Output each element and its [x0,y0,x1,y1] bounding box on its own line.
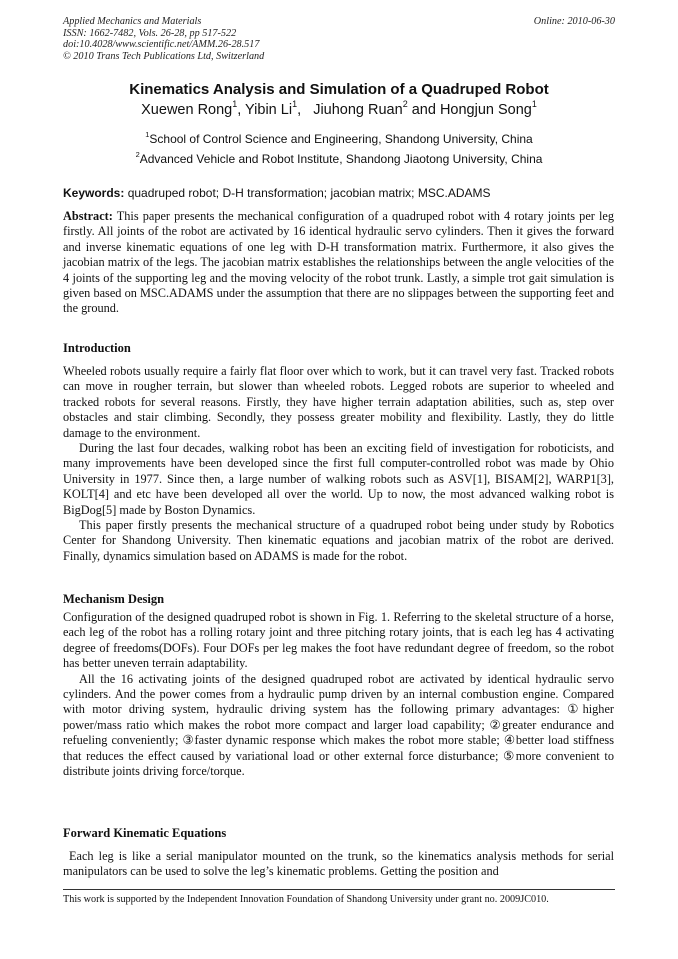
paragraph: All the 16 activating joints of the designed quadruped robot are activated by identical hydraulic servo cylinders. And the power comes from a hydraulic pump driven by an internal combustion engine. Compared with motor driving system, hydraulic driving system has the following primary advantages: ①higher power/mass ratio which makes the robot more compact and larger load capability; ②greater endurance and refueling conveniently; ③faster dynamic response which makes the robot more stable; ④better load stiffness that reduces the effect caused by variational load or other external force disturbance; ⑤more convenient to distribute joints driving force/torque. [63,671,614,779]
journal-copyright: © 2010 Trans Tech Publications Ltd, Switzerland [63,50,265,62]
section-heading-mechanism: Mechanism Design [63,592,165,606]
affiliation-mark: 2 [135,149,140,159]
journal-doi: doi:10.4028/www.scientific.net/AMM.26-28.517 [63,39,260,50]
affiliation-2 [0,149,678,166]
footnote: This work is supported by the Independent Innovation Foundation of Shandong University under grant no. 2009JC010. [63,894,549,905]
author-affiliation-mark: 2 [402,98,408,109]
journal-name: Applied Mechanics and Materials [63,16,202,27]
section-mechanism [63,610,614,779]
section-heading-introduction: Introduction [63,341,131,355]
abstract-label: Abstract: [63,209,113,223]
affiliation-1 [0,129,678,146]
paragraph: Wheeled robots usually require a fairly flat floor over which to work, but it can travel very fast. Tracked robots can move in rougher terrain, but slower than wheeled robots. Legged robots are superior to wheeled and tracked robots for several reasons. Firstly, they have higher terrain adaptation abilities, such as, step over obstacles and stair climbing. Secondly, they possess greater mobility and flexibility. Lastly, they do little damage to the environment. [63,364,614,440]
journal-header [63,16,264,62]
affiliation-text: Advanced Vehicle and Robot Institute, Shandong Jiaotong University, China [139,152,543,166]
section-heading-forward-kinematics: Forward Kinematic Equations [63,826,227,840]
section-forward-kinematics [63,849,614,880]
abstract [63,209,614,317]
author-name: Xuewen Rong [141,102,233,118]
author-name: Hongjun Song [439,102,532,118]
abstract-text: This paper presents the mechanical configuration of a quadruped robot with 4 rotary joints per leg firstly. All joints of the robot are activated by 16 identical hydraulic servo cylinders. Then it gives the forward and inverse kinematic equations of one leg with D-H transformation matrix. Furthermore, it also gives the jacobian matrix of the legs. The jacobian matrix establishes the relationships between the angle velocities of the 4 joints of the supporting leg and the moving velocity of the robot trunk. Lastly, a simple trot gait simulation is given based on MSC.ADAMS under the assumption that there are no slippages between the supporting feet and the ground. [63,209,614,316]
affiliation-mark: 1 [145,129,150,139]
keywords-label: Keywords: [63,186,125,200]
paragraph: During the last four decades, walking robot has been an exciting field of investigation for roboticists, and many improvements have been developed since the first full computer-controlled robot was made by Ohio University in 1977. Since then, a large number of walking robots such as ASV[1], BISAM[2], WARP1[3], KOLT[4] and etc have been developed all over the world. Up to now, the most advanced walking robot is BigDog[5] made by Boston Dynamics. [63,441,614,517]
journal-issn: ISSN: 1662-7482, Vols. 26-28, pp 517-522 [63,27,237,39]
author-affiliation-mark: 1 [232,98,238,109]
author-list: Xuewen Rong$^1$, Yibin Li$^1$, Jiuhong Ruan$^2$ and Hongjun Song$^1$ [141,98,537,118]
footnote-divider [63,889,615,890]
author-affiliation-mark: 1 [531,98,537,109]
keywords [63,186,615,200]
paragraph: This paper firstly presents the mechanical structure of a quadruped robot being under study by Robotics Center for Shandong University. Then kinematic equations and jacobian matrix of the robot are derived. Finally, dynamics simulation based on ADAMS is made for the robot. [63,518,614,563]
author-name: Yibin Li [245,102,293,118]
affiliation-text: School of Control Science and Engineering, Shandong University, China [149,132,533,146]
paragraph: Configuration of the designed quadruped robot is shown in Fig. 1. Referring to the skeletal structure of a horse, each leg of the robot has a rolling rotary joint and three pitching rotary joints, that is each leg has 4 activating degree of freedoms(DOFs). Four DOFs per leg makes the foot have redundant degree of freedom, so the robot has better uneven terrain adaptability. [63,610,614,671]
author-name: Jiuhong Ruan [313,102,403,118]
paper-title: Kinematics Analysis and Simulation of a Quadruped Robot [129,81,549,98]
author-affiliation-mark: 1 [292,98,298,109]
keywords-text: quadruped robot; D-H transformation; jacobian matrix; MSC.ADAMS [127,186,491,200]
paragraph: Each leg is like a serial manipulator mounted on the trunk, so the kinematics analysis methods for serial manipulators can be used to solve the leg’s kinematic problems. Getting the position and [63,849,614,879]
section-introduction [63,364,614,564]
online-date: Online: 2010-06-30 [533,16,615,27]
